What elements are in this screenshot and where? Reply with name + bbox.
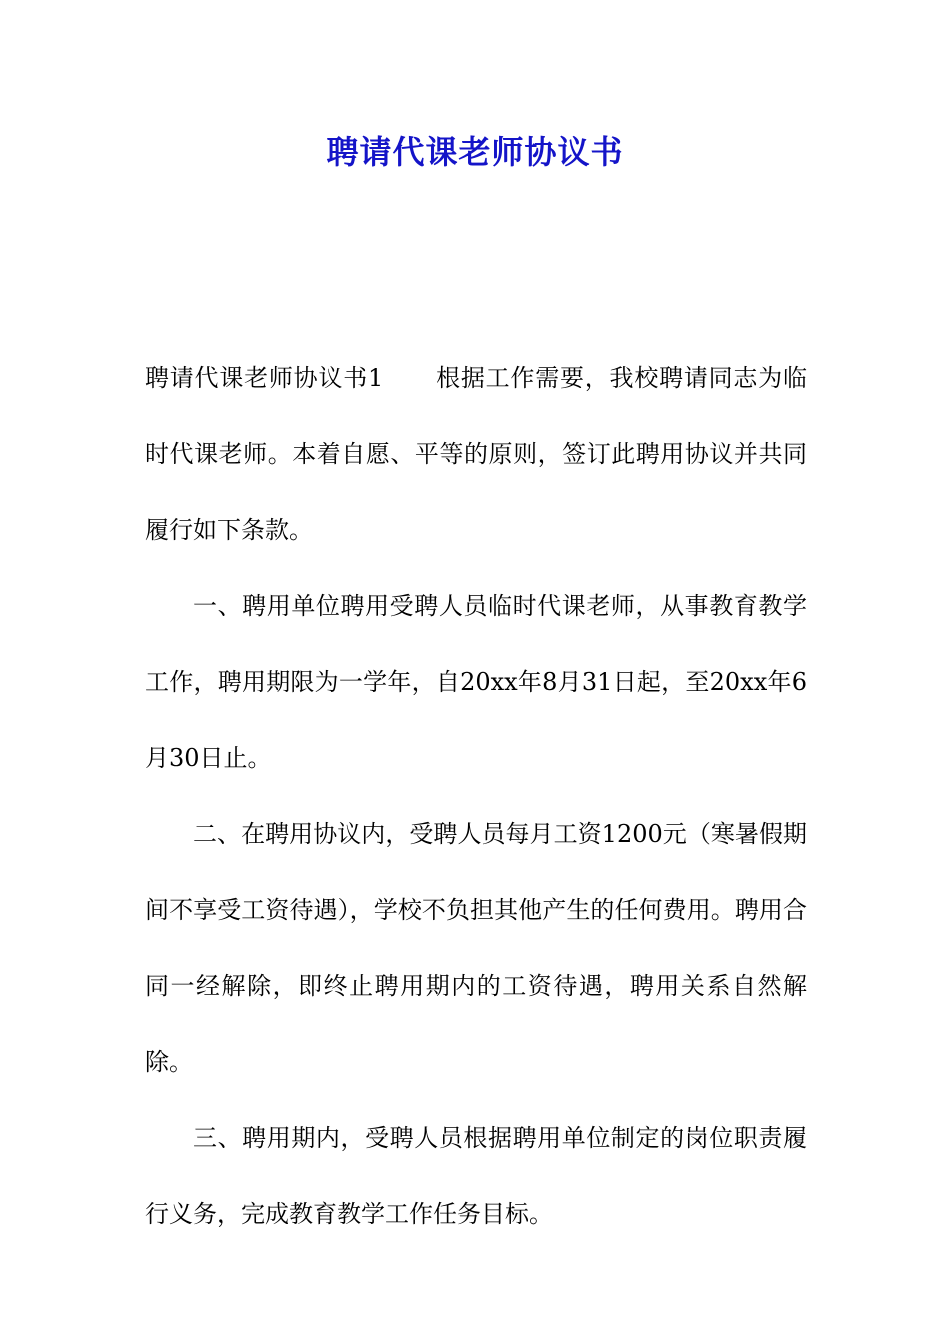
document-title: 聘请代课老师协议书 [326,133,624,171]
document-body [145,340,807,1252]
clause-3: 三、聘用期内，受聘人员根据聘用单位制定的岗位职责履行义务，完成教育教学工作任务目标。 [145,1124,807,1228]
clause-2: 二、在聘用协议内，受聘人员每月工资1200元（寒暑假期间不享受工资待遇），学校不负担其他产生的任何费用。聘用合同一经解除，即终止聘用期内的工资待遇，聘用关系自然解除。 [145,820,807,1076]
intro-paragraph [145,340,807,568]
clause-1: 一、聘用单位聘用受聘人员临时代课老师，从事教育教学工作，聘用期限为一学年，自20xx年8月31日起，至20xx年6月30日止。 [145,592,807,772]
intro-label: 聘请代课老师协议书1 [145,364,384,392]
intro-text: 根据工作需要，我校聘请同志为临时代课老师。本着自愿、平等的原则，签订此聘用协议并共同履行如下条款。 [145,364,807,544]
